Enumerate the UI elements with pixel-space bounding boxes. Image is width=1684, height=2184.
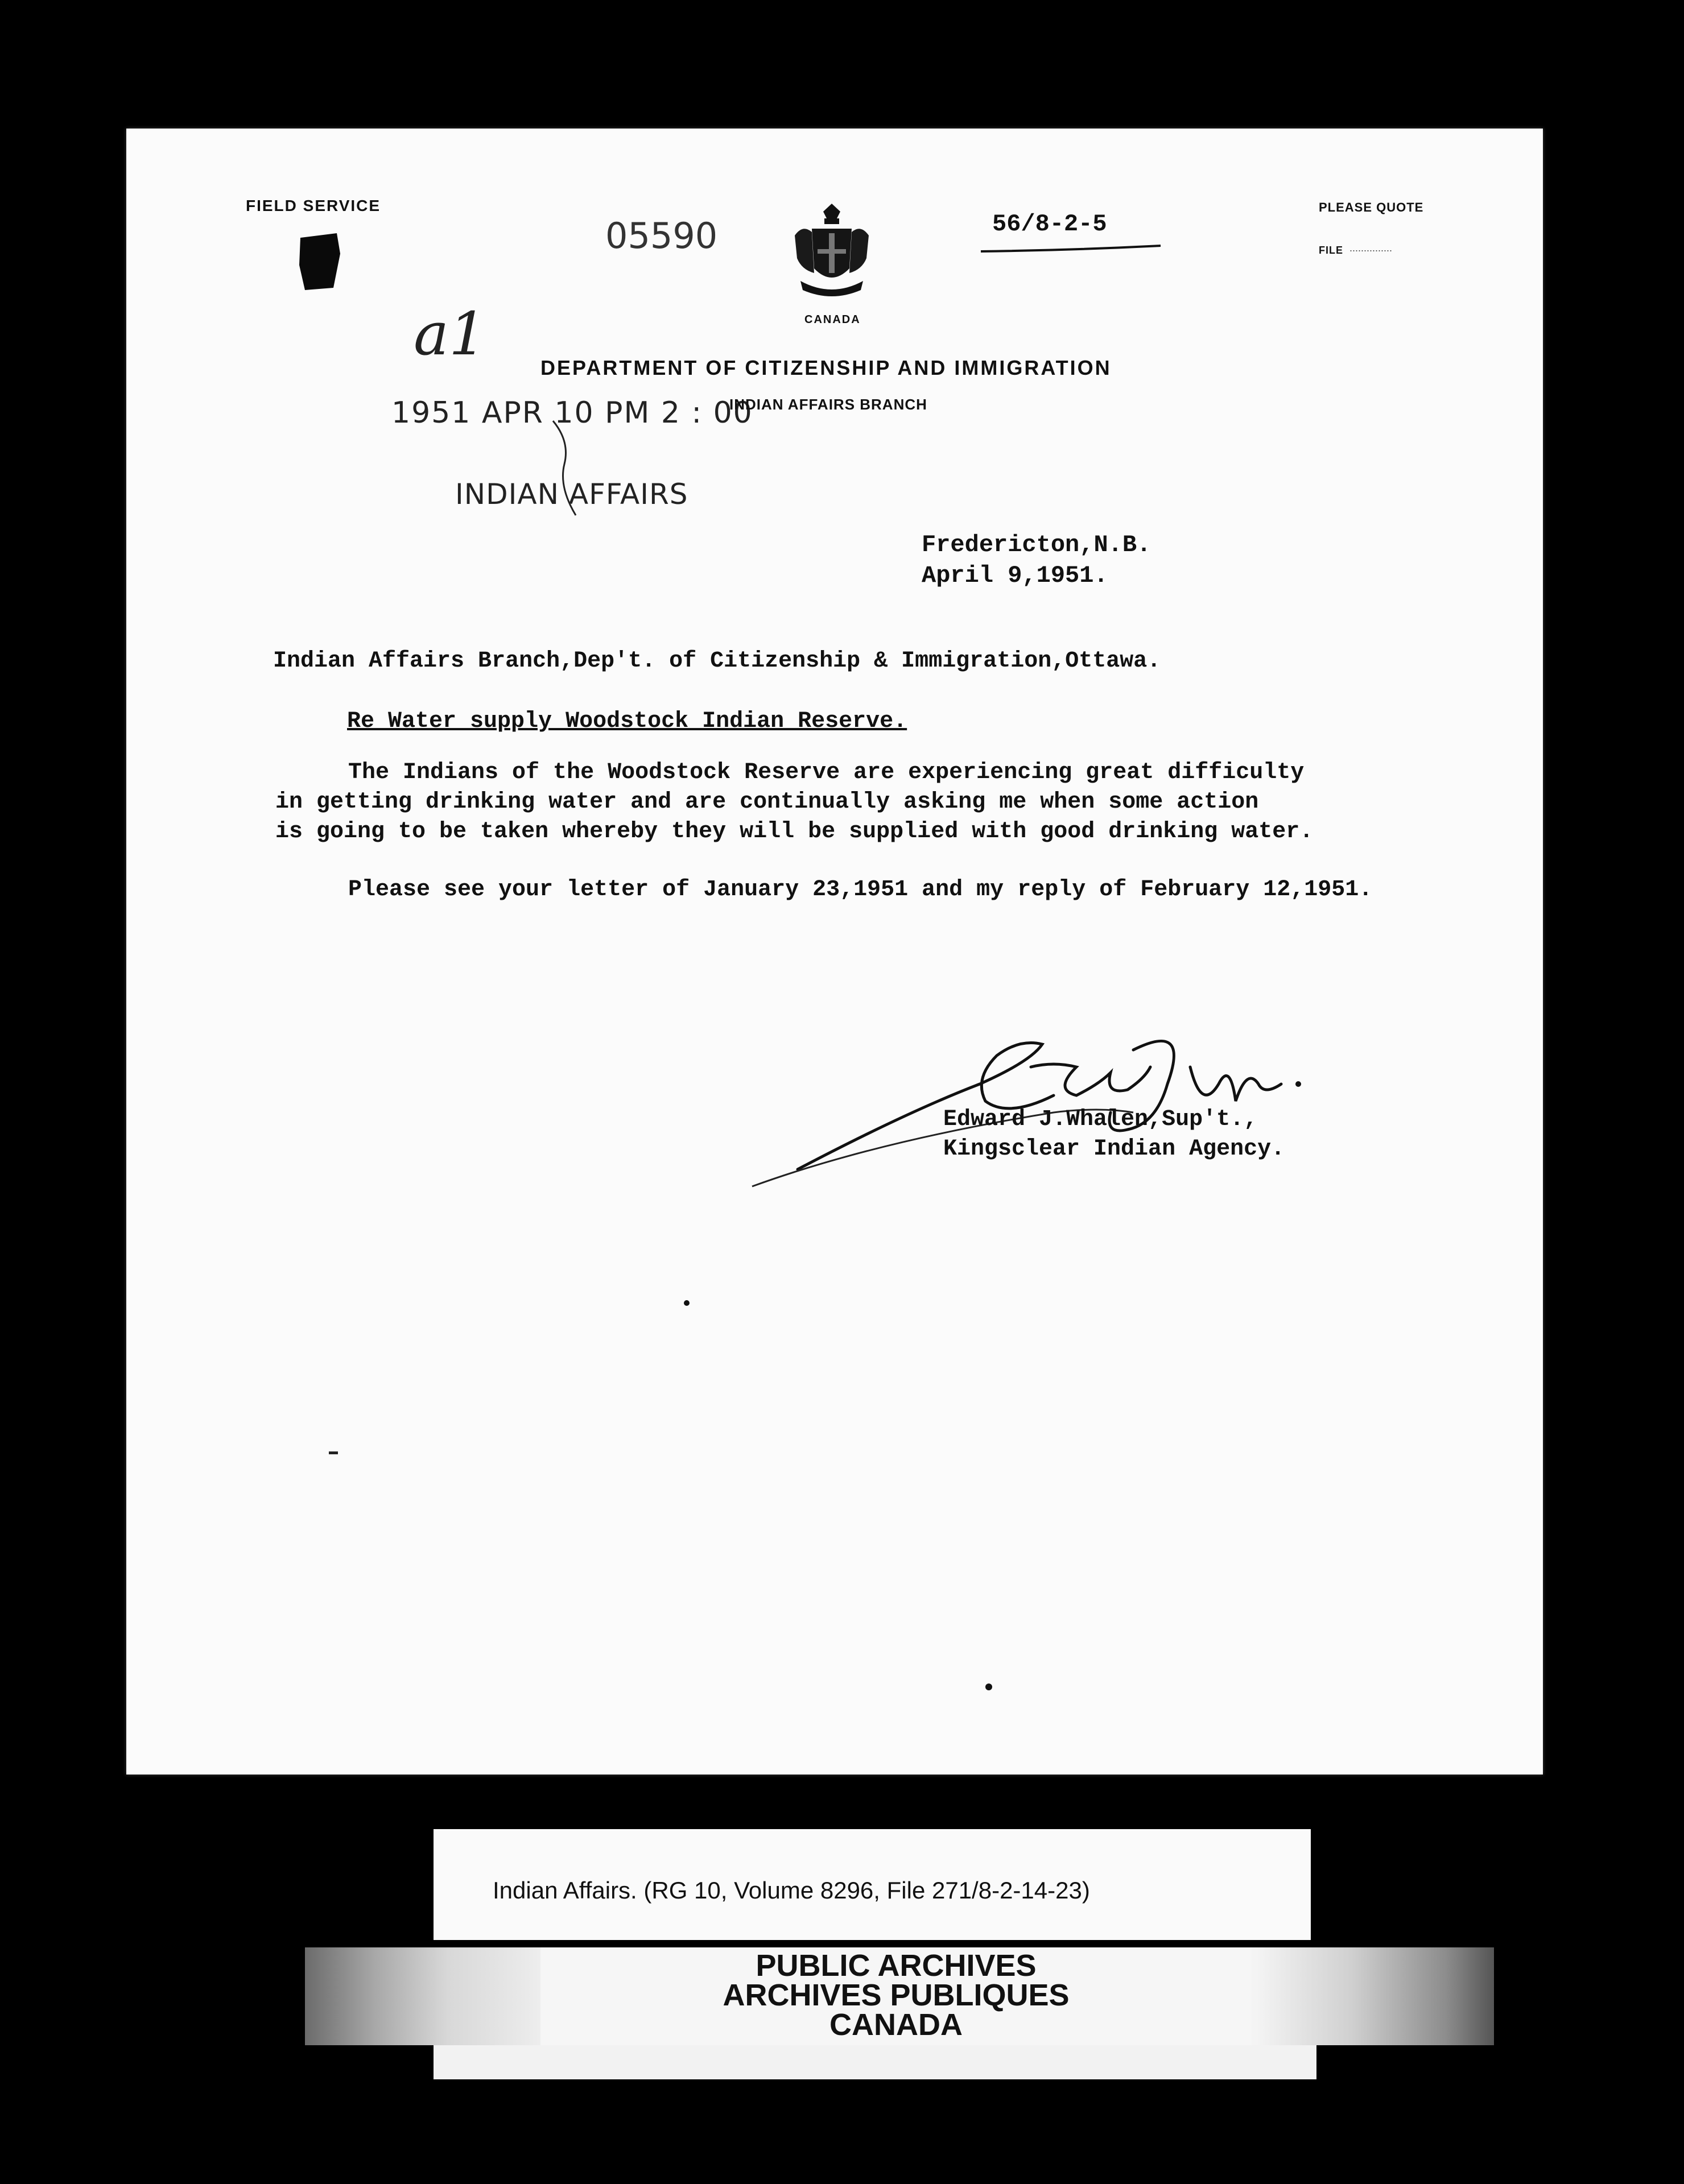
file-blank-line: ............... — [1349, 242, 1393, 254]
signer-office: Kingsclear Indian Agency. — [943, 1136, 1285, 1162]
archive-citation-label — [434, 1829, 1311, 1940]
archive-label-base — [434, 2045, 1316, 2079]
archive-label-line-3: CANADA — [829, 2008, 963, 2042]
letter-place: Fredericton,N.B. — [922, 531, 1151, 559]
body-line-1: The Indians of the Woodstock Reserve are experiencing great difficulty — [348, 760, 1305, 785]
handwritten-signature — [735, 999, 1304, 1209]
document-number-stamp: 05590 — [605, 215, 718, 257]
indian-affairs-stamp: INDIAN AFFAIRS — [455, 478, 688, 511]
file-number: 56/8-2-5 — [992, 210, 1107, 238]
file-number-underline — [980, 243, 1162, 255]
archive-citation: Indian Affairs. (RG 10, Volume 8296, File 271/8-2-14-23) — [493, 1877, 1090, 1904]
archive-label-line-2: ARCHIVES PUBLIQUES — [723, 1978, 1070, 2012]
letter-addressee: Indian Affairs Branch,Dep't. of Citizenship & Immigration,Ottawa. — [273, 648, 1161, 674]
scan-speck — [684, 1300, 690, 1306]
canada-caption: CANADA — [804, 313, 861, 326]
file-label: FILE — [1319, 245, 1343, 256]
signer-name: Edward J.Whalen,Sup't., — [943, 1107, 1258, 1132]
letter-page — [126, 129, 1543, 1774]
body-line-2: in getting drinking water and are continually asking me when some action — [275, 789, 1259, 815]
body-line-3: is going to be taken whereby they will be supplied with good drinking water. — [275, 819, 1314, 845]
received-date-stamp: 1951 APR 10 PM 2 : 00 — [391, 396, 753, 430]
letter-date: April 9,1951. — [922, 562, 1108, 589]
field-service-label: FIELD SERVICE — [246, 197, 381, 214]
archive-plate — [540, 1947, 1252, 2045]
handwritten-mark: a1 — [414, 299, 487, 369]
please-quote-label: PLEASE QUOTE — [1319, 200, 1424, 214]
coat-of-arms-emblem — [789, 201, 874, 304]
scan-speck — [329, 1451, 338, 1454]
reference-line: Please see your letter of January 23,1951 and my reply of February 12,1951. — [348, 877, 1373, 903]
scan-speck — [985, 1684, 992, 1690]
archive-label-line-1: PUBLIC ARCHIVES — [756, 1949, 1037, 1983]
letter-subject: Re Water supply Woodstock Indian Reserve. — [347, 709, 907, 734]
department-name: DEPARTMENT OF CITIZENSHIP AND IMMIGRATION — [540, 356, 1112, 379]
ink-blot-mark — [297, 231, 342, 293]
branch-name: INDIAN AFFAIRS BRANCH — [729, 396, 927, 413]
